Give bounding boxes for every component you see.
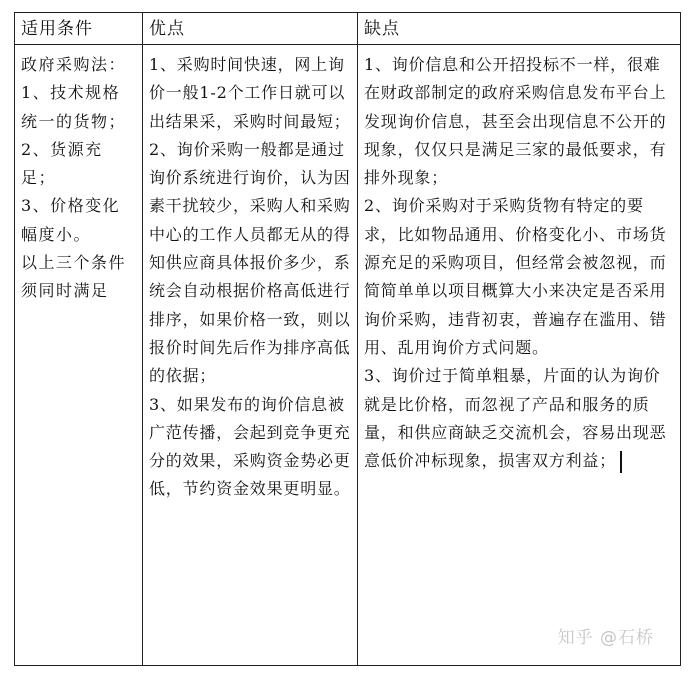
table-row bbox=[15, 45, 681, 666]
disadvantages-text[interactable]: 1、询价信息和公开招投标不一样，很难在财政部制定的政府采购信息发布平台上发现询价信息，甚至会出现信息不公开的现象，仅仅只是满足三家的最低要求，有排外现象； 2、询价采购对于采购货物有特定的要求，比如物品通用、价格变化小、市场货源充足的采购项目，但经常会被忽视，而简简单单以项目概算大小来决定是否采用询价采购，违背初衷，普遍存在滥用、错用、乱用询价方式问题。 3、询价过于简单粗暴，片面的认为询价就是比价格，而忽视了产品和服务的质量，和供应商缺乏交流机会，容易出现恶意低价冲标现象，损害双方利益； bbox=[364, 55, 667, 471]
advantages-cell bbox=[143, 45, 358, 666]
disadvantages-cell[interactable] bbox=[358, 45, 681, 666]
text-cursor bbox=[620, 451, 622, 473]
watermark: 知乎 @石桥 bbox=[557, 628, 654, 648]
header-disadvantages: 缺点 bbox=[358, 13, 681, 45]
conditions-cell bbox=[15, 45, 143, 666]
advantages-text: 1、采购时间快速，网上询价一般1-2个工作日就可以出结果采，采购时间最短； 2、询价采购一般都是通过询价系统进行询价，认为因素干扰较少，采购人和采购中心的工作人员都无从的得知供应商具体报价多少，系统会自动根据价格高低进行排序，如果价格一致，则以报价时间先后作为排序高低的依据； 3、如果发布的询价信息被广范传播，会起到竞争更充分的效果，采购资金势必更低，节约资金效果更明显。 bbox=[149, 55, 351, 499]
table-header-row bbox=[15, 13, 681, 45]
comparison-table bbox=[14, 12, 681, 666]
header-conditions: 适用条件 bbox=[15, 13, 143, 45]
conditions-text: 政府采购法： 1、技术规格统一的货物； 2、货源充足； 3、价格变化幅度小。 以上三个条件须同时满足 bbox=[21, 55, 127, 301]
header-advantages: 优点 bbox=[143, 13, 358, 45]
